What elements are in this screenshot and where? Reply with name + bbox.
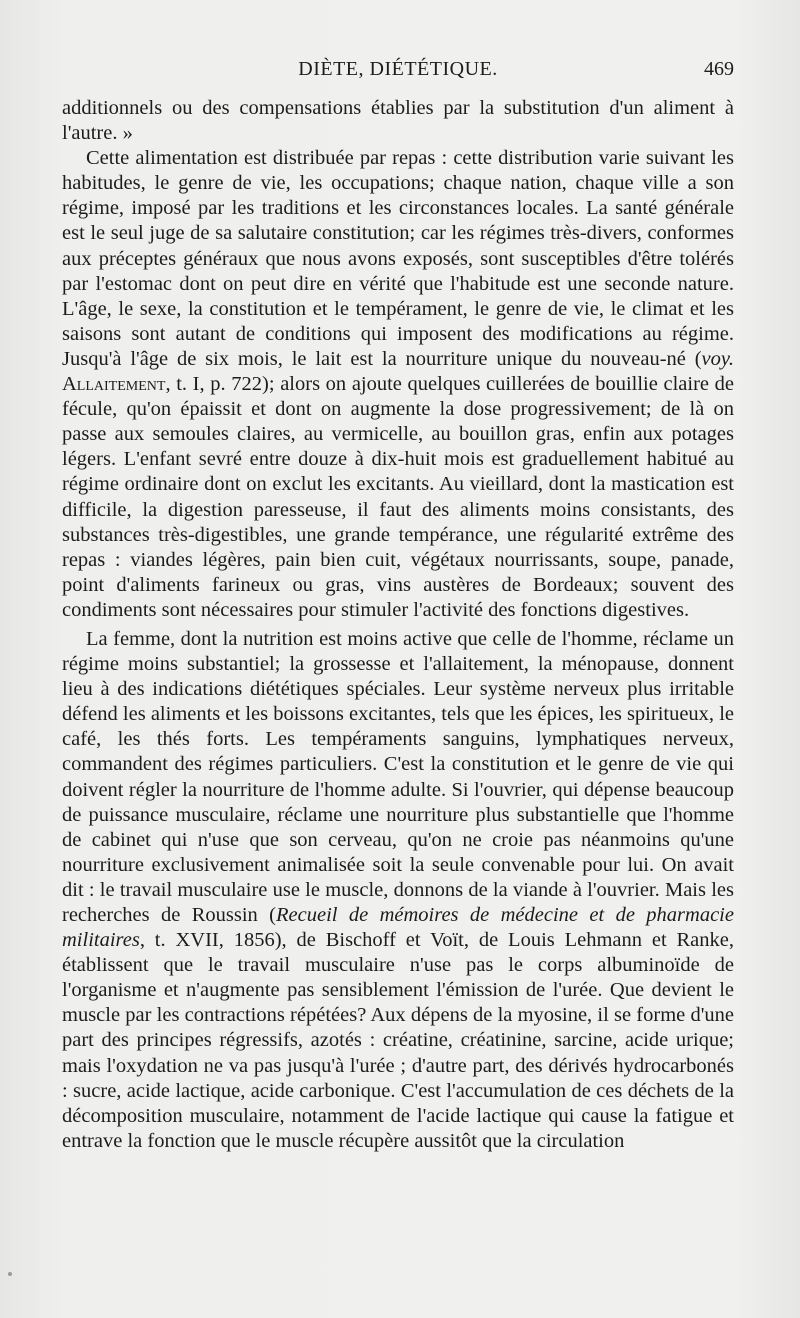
- page-number: 469: [704, 58, 734, 80]
- paragraph-text: , t. I, p. 722); alors on ajoute quelques cuillerées de bouillie claire de fécule, qu'on épaissit et dont on augmente la dose progressivement; de là on passe aux semoules claires, au vermicelle, au bouillon gras, enfin aux potages légers. L'enfant sevré entre douze à dix-huit mois est graduellement habitué au régime ordinaire dont on exclut les excitants. Au vieillard, dont la mastication est difficile, la digestion paresseuse, il faut des aliments moins consistants, des substances très-digestibles, une grande tempérance, une régularité extrême des repas : viandes légères, pain bien cuit, végétaux nourrissants, soupe, panade, point d'aliments farineux ou gras, vins austères de Bordeaux; souvent des condiments sont nécessaires pour stimuler l'activité des fonctions digestives.: [62, 373, 734, 621]
- paragraph-text: Cette alimentation est distribuée par repas : cette distribution varie suivant les habitudes, le genre de vie, les occupations; chaque nation, chaque ville a son régime, imposé par les traditions et les circonstances locales. La santé générale est le seul juge de sa salutaire constitution; car les régimes très-divers, conformes aux préceptes généraux que nous avons exposés, sont susceptibles d'être tolérés par l'estomac dont on peut dire en vérité que l'habitude est une seconde nature. L'âge, le sexe, la constitution et le tempérament, le genre de vie, le climat et les saisons sont autant de conditions qui imposent des modifications au régime. Jusqu'à l'âge de six mois, le lait est la nourriture unique du nouveau-né (: [62, 147, 734, 370]
- scan-speck: [8, 1272, 12, 1276]
- paragraph-text: , t. XVII, 1856), de Bischoff et Voït, de Louis Lehmann et Ranke, établissent que le travail musculaire n'use pas le corps albuminoïde de l'organisme et n'augmente pas sensiblement l'émission de l'urée. Que devient le muscle par les contractions répétées? Aux dépens de la myosine, il se forme d'une part des principes régressifs, azotés : créatine, créatinine, sarcine, acide urique; mais l'oxydation ne va pas jusqu'à l'urée ; d'autre part, des dérivés hydrocarbonés : sucre, acide lactique, acide carbonique. C'est l'accumulation de ces déchets de la décomposition musculaire, notamment de l'acide lactique qui cause la fatigue et entrave la fonction que le muscle récupère aussitôt que la circulation: [62, 929, 734, 1152]
- cross-reference-allaitement: Allaitement: [62, 373, 166, 396]
- body-text: [62, 96, 734, 1154]
- citation-title: Recueil de mémoires de médecine et de pharmacie militaires: [62, 904, 734, 952]
- paragraph-diet-women-adults: [62, 627, 734, 1154]
- paragraph-text: additionnels ou des compensations établies par la substitution d'un aliment à l'autre. »: [62, 97, 734, 145]
- paragraph-text: La femme, dont la nutrition est moins active que celle de l'homme, réclame un régime moins substantiel; la grossesse et l'allaitement, la ménopause, donnent lieu à des indications diététiques spéciales. Leur système nerveux plus irritable défend les aliments et les boissons excitantes, tels que les épices, les spiritueux, le café, les thés forts. Les tempéraments sanguins, lymphatiques nerveux, commandent des régimes particuliers. C'est la constitution et le genre de vie qui doivent régler la nourriture de l'homme adulte. Si l'ouvrier, qui dépense beaucoup de puissance musculaire, réclame une nourriture plus substantielle que l'homme de cabinet qui n'use que son cerveau, qu'on ne croie pas néanmoins qu'une nourriture exclusivement animalisée soit la seule convenable pour lui. On avait dit : le travail musculaire use le muscle, donnons de la viande à l'ouvrier. Mais les recherches de Roussin (: [62, 627, 734, 926]
- see-reference: voy.: [701, 347, 734, 370]
- paragraph-continuation: [62, 96, 734, 146]
- running-title: DIÈTE, DIÉTÉTIQUE.: [298, 58, 498, 80]
- page-header: [62, 58, 734, 88]
- paragraph-diet-by-age: [62, 146, 734, 623]
